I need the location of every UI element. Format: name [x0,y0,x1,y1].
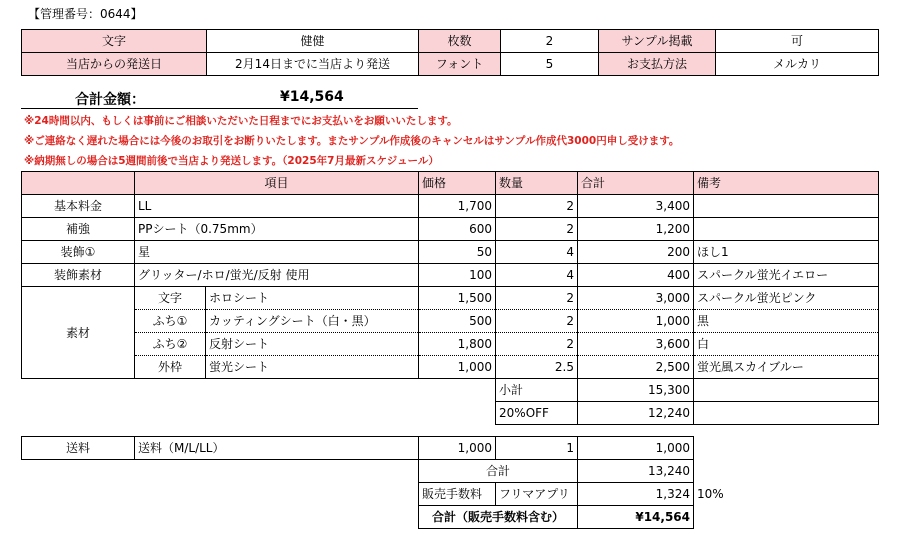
row-category: 装飾① [22,241,135,264]
table-row [22,218,879,241]
label-count: 枚数 [419,30,501,53]
row-item: 星 [135,241,419,264]
shipping-table [21,436,879,529]
sum-label: 合計 [419,460,578,483]
material-note: 蛍光風スカイブルー [694,356,879,379]
header-item: 項目 [135,172,419,195]
ship-date-value: 2月14日までに当店より発送 [207,53,419,76]
row-note: ほし1 [694,241,879,264]
shipping-item: 送料（M/L/LL） [135,437,419,460]
row-price: 1,700 [419,195,496,218]
row-price: 50 [419,241,496,264]
row-note [694,195,879,218]
row-note: スパークル蛍光イエロー [694,264,879,287]
row-category: 装飾素材 [22,264,135,287]
material-price: 1,000 [419,356,496,379]
material-price: 1,800 [419,333,496,356]
row-sum: 400 [578,264,694,287]
header-sum: 合計 [578,172,694,195]
fee-platform: フリマアプリ [496,483,578,506]
font-value: 5 [501,53,599,76]
fee-row [22,483,879,506]
label-text: 文字 [22,30,207,53]
material-note: 白 [694,333,879,356]
shipping-row [22,437,879,460]
table-row [22,195,879,218]
text-value: 健健 [207,30,419,53]
header-note: 備考 [694,172,879,195]
price-table [21,171,879,425]
row-sum: 200 [578,241,694,264]
subtotal-value: 15,300 [578,379,694,402]
row-sum: 3,400 [578,195,694,218]
label-payment: お支払方法 [599,53,716,76]
material-qty: 2 [496,287,578,310]
material-sum: 3,000 [578,287,694,310]
row-qty: 4 [496,264,578,287]
discount-row [22,402,879,425]
note-payment: ※24時間以内、もしくは事前にご相談いただいた日程までにお支払いをお願いいたします。 [24,115,458,127]
material-price: 500 [419,310,496,333]
total-value: ¥14,564 [280,89,344,105]
row-item: LL [135,195,419,218]
shipping-sum: 1,000 [578,437,694,460]
note-cancel: ※ご連絡なく遅れた場合には今後のお取引をお断りいたします。またサンプル作成後のキャンセルはサンプル作成代3000円申し受けます。 [24,135,680,147]
total-label: 合計金額： [75,92,145,108]
table-row [22,356,879,379]
summary-row [22,30,879,53]
row-qty: 4 [496,241,578,264]
material-sum: 3,600 [578,333,694,356]
note-delivery: ※納期無しの場合は5週間前後で当店より発送します。（2025年7月最新スケジュール） [24,155,439,167]
discount-label: 20%OFF [496,402,578,425]
material-item: 蛍光シート [206,356,419,379]
table-row [22,287,879,310]
header-category [22,172,135,195]
row-note [694,218,879,241]
payment-value: メルカリ [716,53,879,76]
grand-total-label: 合計（販売手数料含む） [419,506,578,529]
management-number: 【管理番号：0644】 [28,7,143,21]
label-font: フォント [419,53,501,76]
row-item: PPシート（0.75mm） [135,218,419,241]
material-sub: 文字 [135,287,206,310]
material-note: 黒 [694,310,879,333]
sample-value: 可 [716,30,879,53]
material-sum: 1,000 [578,310,694,333]
row-qty: 2 [496,218,578,241]
material-sub: ふち① [135,310,206,333]
material-qty: 2 [496,310,578,333]
count-value: 2 [501,30,599,53]
grand-total-row [22,506,879,529]
material-sub: 外枠 [135,356,206,379]
label-sample: サンプル掲載 [599,30,716,53]
table-row [22,333,879,356]
material-item: ホロシート [206,287,419,310]
summary-table [21,29,879,76]
material-sub: ふち② [135,333,206,356]
row-item: グリッター/ホロ/蛍光/反射 使用 [135,264,419,287]
material-qty: 2.5 [496,356,578,379]
material-item: カッティングシート（白・黒） [206,310,419,333]
fee-rate: 10% [697,487,724,501]
label-ship-date: 当店からの発送日 [22,53,207,76]
subtotal-row [22,379,879,402]
shipping-qty: 1 [496,437,578,460]
total-row [22,460,879,483]
material-sum: 2,500 [578,356,694,379]
row-price: 600 [419,218,496,241]
material-price: 1,500 [419,287,496,310]
row-qty: 2 [496,195,578,218]
material-category: 素材 [22,287,135,379]
table-header-row [22,172,879,195]
material-qty: 2 [496,333,578,356]
fee-label: 販売手数料 [419,483,496,506]
shipping-category: 送料 [22,437,135,460]
subtotal-label: 小計 [496,379,578,402]
header-qty: 数量 [496,172,578,195]
table-row [22,310,879,333]
row-price: 100 [419,264,496,287]
table-row [22,241,879,264]
material-item: 反射シート [206,333,419,356]
material-note: スパークル蛍光ピンク [694,287,879,310]
sum-value: 13,240 [578,460,694,483]
shipping-price: 1,000 [419,437,496,460]
row-category: 補強 [22,218,135,241]
grand-total-value: ¥14,564 [578,506,694,529]
row-sum: 1,200 [578,218,694,241]
header-price: 価格 [419,172,496,195]
summary-row [22,53,879,76]
discount-value: 12,240 [578,402,694,425]
total-underline [21,108,418,109]
fee-value: 1,324 [578,483,694,506]
table-row [22,264,879,287]
row-category: 基本料金 [22,195,135,218]
